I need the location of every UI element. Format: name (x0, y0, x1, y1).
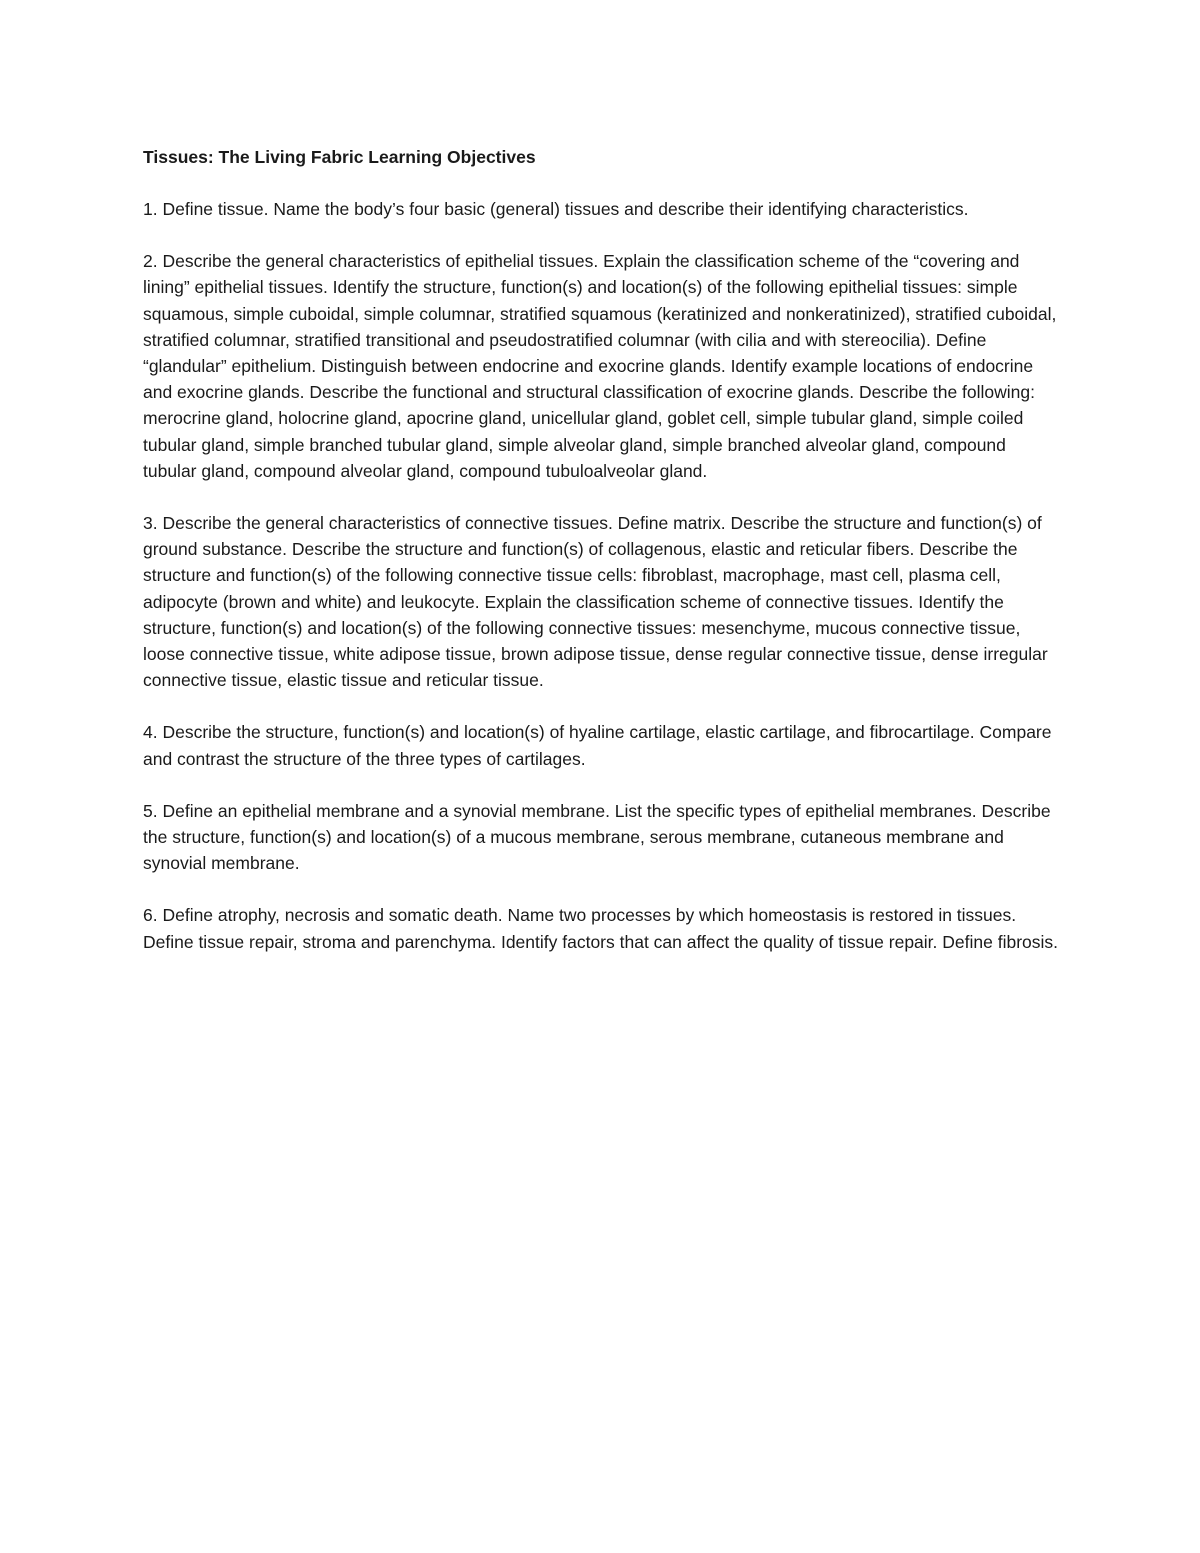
objective-3: 3. Describe the general characteristics of connective tissues. Define matrix. Describe the structure and function(s) of ground substance. Describe the structure and function(s) of collagenous, elastic and reticular fibers. Describe the structure and function(s) of the following connective tissue cells: fibroblast, macrophage, mast cell, plasma cell, adipocyte (brown and white) and leukocyte. Explain the classification scheme of connective tissues. Identify the structure, function(s) and location(s) of the following connective tissues: mesenchyme, mucous connective tissue, loose connective tissue, white adipose tissue, brown adipose tissue, dense regular connective tissue, dense irregular connective tissue, elastic tissue and reticular tissue. (143, 513, 1048, 691)
objective-6: 6. Define atrophy, necrosis and somatic death. Name two processes by which homeostasis is restored in tissues. Define tissue repair, stroma and parenchyma. Identify factors that can affect the quality of tissue repair. Define fibrosis. (143, 905, 1059, 952)
objective-4: 4. Describe the structure, function(s) and location(s) of hyaline cartilage, elastic cartilage, and fibrocartilage. Compare and contrast the structure of the three types of cartilages. (143, 722, 1052, 769)
objective-1: 1. Define tissue. Name the body’s four basic (general) tissues and describe their identifying characteristics. (143, 199, 969, 219)
objective-5: 5. Define an epithelial membrane and a synovial membrane. List the specific types of epithelial membranes. Describe the structure, function(s) and location(s) of a mucous membrane, serous membrane, cutaneous membrane and synovial membrane. (143, 800, 1051, 874)
document-body (143, 144, 1063, 981)
objective-2: 2. Describe the general characteristics of epithelial tissues. Explain the classification scheme of the “covering and lining” epithelial tissues. Identify the structure, function(s) and location(s) of the following epithelial tissues: simple squamous, simple cuboidal, simple columnar, stratified squamous (keratinized and nonkeratinized), stratified cuboidal, stratified columnar, stratified transitional and pseudostratified columnar (with cilia and with stereocilia). Define “glandular” epithelium. Distinguish between endocrine and exocrine glands. Identify example locations of endocrine and exocrine glands. Describe the functional and structural classification of exocrine glands. Describe the following: merocrine gland, holocrine gland, apocrine gland, unicellular gland, goblet cell, simple tubular gland, simple coiled tubular gland, simple branched tubular gland, simple alveolar gland, simple branched alveolar gland, compound tubular gland, compound alveolar gland, compound tubuloalveolar gland. (143, 251, 1057, 481)
document-title: Tissues: The Living Fabric Learning Objectives (143, 147, 536, 167)
